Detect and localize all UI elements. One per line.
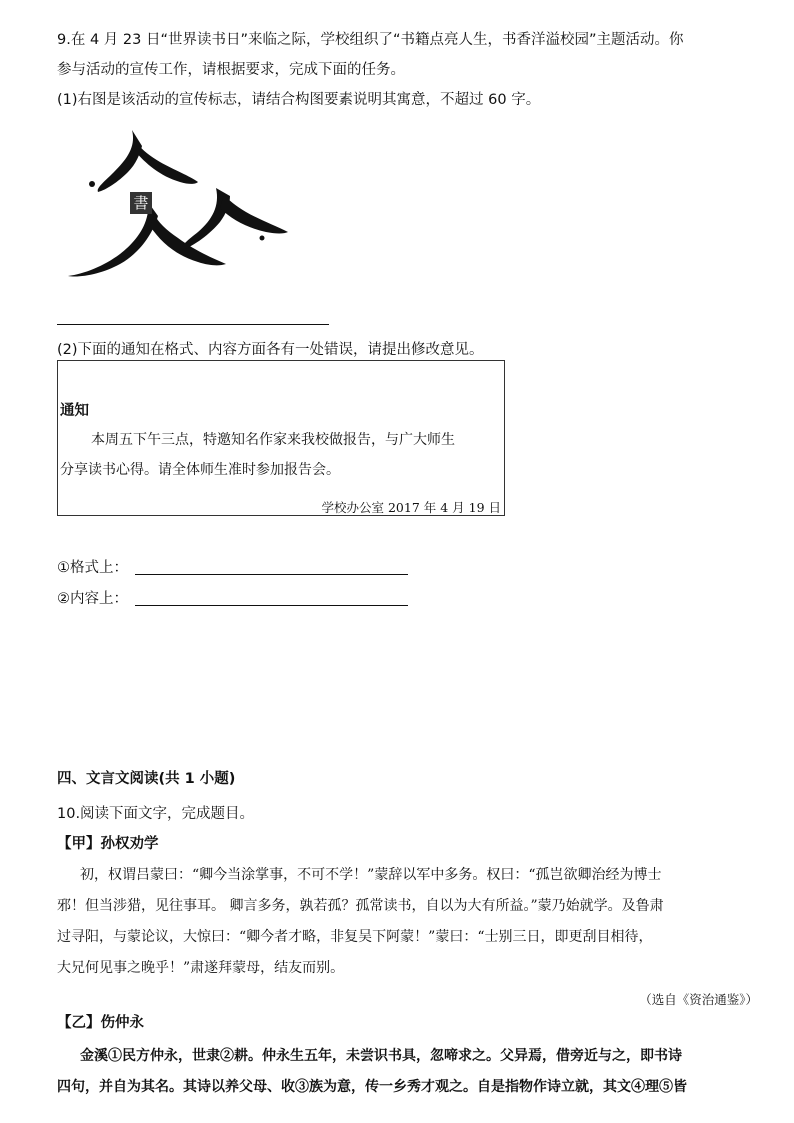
- logo-seal-char: 書: [133, 194, 149, 212]
- yi-title: 【乙】伤仲永: [57, 1015, 144, 1031]
- jia-line-2: 邪！但当涉猎，见往事耳。 卿言多务，孰若孤？孤常读书，自以为大有所益。”蒙乃始就学。及鲁肃: [57, 898, 664, 914]
- brush-people-icon: [62, 128, 292, 284]
- jia-title: 【甲】孙权劝学: [57, 836, 159, 852]
- notice-signature: 学校办公室 2017 年 4 月 19 日: [321, 500, 501, 515]
- yi-line-2: 四句，并自为其名。其诗以养父母、收③族为意，传一乡秀才观之。自是指物作诗立就，其文④理⑤皆: [57, 1079, 687, 1095]
- jia-line-4: 大兄何见事之晚乎！”肃遂拜蒙母，结友而别。: [57, 960, 345, 976]
- q9-line-2: 参与活动的宣传工作，请根据要求，完成下面的任务。: [57, 62, 405, 78]
- jia-source: （选自《资治通鉴》）: [639, 992, 758, 1007]
- yi-line-1: 金溪①民方仲永，世隶②耕。仲永生五年，未尝识书具，忽啼求之。父异焉，借旁近与之，即书诗: [80, 1048, 682, 1064]
- answer-format-line[interactable]: [135, 574, 408, 575]
- q9-part-1: (1)右图是该活动的宣传标志，请结合构图要素说明其寓意，不超过 60 字。: [57, 92, 541, 108]
- section-4-heading: 四、文言文阅读(共 1 小题): [57, 771, 236, 787]
- answer-content-line[interactable]: [135, 605, 408, 606]
- activity-logo: [62, 128, 292, 284]
- jia-line-1: 初，权谓吕蒙曰：“卿今当涂掌事，不可不学！”蒙辞以军中多务。权曰：“孤岂欲卿治经为博士: [80, 867, 662, 883]
- notice-body-line-1: 本周五下午三点，特邀知名作家来我校做报告，与广大师生: [91, 432, 455, 448]
- q9-part-2: (2)下面的通知在格式、内容方面各有一处错误，请提出修改意见。: [57, 342, 484, 358]
- answer-line-part1[interactable]: [57, 324, 329, 325]
- jia-line-3: 过寻阳，与蒙论议，大惊曰：“卿今者才略，非复吴下阿蒙！”蒙曰：“士别三日，即更刮目相待，: [57, 929, 653, 945]
- notice-box: [57, 360, 505, 516]
- notice-body-line-2: 分享读书心得。请全体师生准时参加报告会。: [60, 462, 340, 478]
- notice-title: 通知: [60, 403, 89, 419]
- answer-format-label: ①格式上：: [57, 560, 128, 576]
- q10-stem: 10.阅读下面文字，完成题目。: [57, 806, 255, 822]
- answer-content-label: ②内容上：: [57, 591, 128, 607]
- q9-line-1: 9.在 4 月 23 日“世界读书日”来临之际，学校组织了“书籍点亮人生，书香洋溢校园”主题活动。你: [57, 32, 684, 48]
